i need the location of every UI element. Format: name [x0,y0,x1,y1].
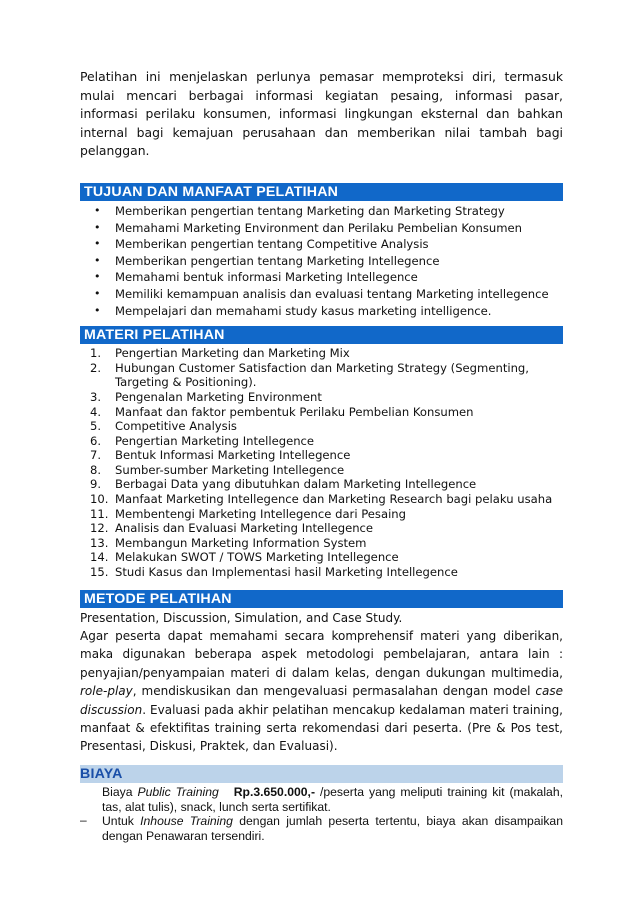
materi-item-number: 1. [90,346,102,361]
section-heading-materi: MATERI PELATIHAN [80,326,563,344]
materi-item [80,550,563,565]
materi-item [80,521,563,536]
section-heading-tujuan: TUJUAN DAN MANFAAT PELATIHAN [80,183,563,201]
materi-item-text: Competitive Analysis [115,419,237,434]
tujuan-item [80,220,563,237]
materi-item-text: Berbagai Data yang dibutuhkan dalam Marketing Intellegence [115,477,477,492]
biaya-text: dengan jumlah peserta tertentu, biaya akan disampaikan dengan Penawaran tersendiri. [102,814,563,844]
metode-body [80,609,563,756]
tujuan-item [80,253,563,270]
materi-item-number: 5. [90,419,102,434]
tujuan-item [80,303,563,320]
materi-item-number: 15. [90,565,109,580]
materi-item-text: Pengertian Marketing dan Marketing Mix [115,346,350,361]
materi-item-number: 14. [90,550,109,565]
materi-item-number: 2. [90,360,102,375]
tujuan-item-text: Memberikan pengertian tentang Marketing Intellegence [115,253,440,268]
biaya-inhouse-training-label: Inhouse Training [140,814,233,829]
materi-item-number: 6. [90,433,102,448]
materi-item-text: Manfaat dan faktor pembentuk Perilaku Pembelian Konsumen [115,404,474,419]
materi-item [80,507,563,522]
materi-item [80,346,563,361]
materi-item-number: 4. [90,404,102,419]
section-heading-biaya: BIAYA [80,765,563,783]
materi-item [80,477,563,492]
materi-item-text: Pengenalan Marketing Environment [115,389,322,404]
materi-list [80,346,563,580]
materi-item-number: 11. [90,506,109,521]
materi-item [80,419,563,434]
bullet-icon: • [94,303,101,317]
dash-marker: – [80,812,87,827]
materi-item-number: 9. [90,477,102,492]
materi-item-number: 10. [90,492,109,507]
biaya-inhouse-training [80,814,563,844]
tujuan-list [80,203,563,319]
metode-text: , mendiskusikan dan mengevaluasi permasalahan dengan model [132,684,536,699]
tujuan-item [80,236,563,253]
materi-item [80,565,563,580]
metode-case-discussion: case discussion [80,684,563,717]
bullet-icon: • [94,237,101,251]
biaya-body [80,785,563,844]
materi-item-text: Membentengi Marketing Intellegence dari Pesaing [115,506,407,521]
materi-item [80,434,563,449]
tujuan-item-text: Memiliki kemampuan analisis dan evaluasi tentang Marketing intellegence [115,286,549,301]
biaya-text: /peserta yang meliputi training kit (makalah, tas, alat tulis), snack, lunch serta sertifikat. [102,784,563,814]
bullet-icon: • [94,253,101,267]
materi-item-number: 12. [90,521,109,536]
materi-item [80,463,563,478]
tujuan-item [80,286,563,303]
tujuan-item [80,203,563,220]
biaya-text: Untuk [102,814,141,829]
materi-item-text: Manfaat Marketing Intellegence dan Marketing Research bagi pelaku usaha [115,492,553,507]
materi-item [80,361,563,390]
materi-item-number: 8. [90,462,102,477]
materi-item-text: Sumber-sumber Marketing Intellegence [115,462,345,477]
materi-item-number: 7. [90,448,102,463]
materi-item [80,448,563,463]
materi-item-text: Melakukan SWOT / TOWS Marketing Intellegence [115,550,399,565]
materi-item-text: Pengertian Marketing Intellegence [115,433,315,448]
metode-role-play: role-play [80,684,133,699]
biaya-price: Rp.3.650.000,- [233,784,315,799]
materi-item-text: Studi Kasus dan Implementasi hasil Marketing Intellegence [115,565,458,580]
materi-item-number: 3. [90,389,102,404]
materi-item [80,492,563,507]
intro-paragraph: Pelatihan ini menjelaskan perlunya pemasar memproteksi diri, termasuk mulai mencari berbagai informasi kegiatan pesaing, informasi pasar, informasi perilaku konsumen, informasi lingkungan eksternal dan bahkan internal bagi kemajuan perusahaan dan memberikan nilai tambah bagi pelanggan. [80,69,563,159]
tujuan-item-text: Memahami bentuk informasi Marketing Intellegence [115,270,418,285]
metode-methods-line: Presentation, Discussion, Simulation, and Case Study. [80,610,403,625]
biaya-public-training-label: Public Training [137,784,219,799]
materi-item-text: Analisis dan Evaluasi Marketing Intellegence [115,521,374,536]
biaya-text: Biaya [102,784,138,799]
metode-text: Agar peserta dapat memahami secara komprehensif materi yang diberikan, maka digunakan beberapa aspek metodologi pembelajaran, antara lain : penyajian/penyampaian materi di dalam kelas, dengan dukungan multimedia, [80,629,563,680]
tujuan-item-text: Mempelajari dan memahami study kasus marketing intelligence. [115,303,492,318]
materi-item [80,536,563,551]
materi-item-number: 13. [90,535,109,550]
materi-item-text: Bentuk Informasi Marketing Intellegence [115,448,351,463]
bullet-icon: • [94,203,101,217]
materi-item-text: Membangun Marketing Information System [115,535,367,550]
tujuan-item [80,269,563,286]
materi-item [80,390,563,405]
tujuan-item-text: Memberikan pengertian tentang Marketing dan Marketing Strategy [115,203,505,218]
bullet-icon: • [94,220,101,234]
materi-item [80,405,563,420]
bullet-icon: • [94,270,101,284]
section-heading-metode: METODE PELATIHAN [80,590,563,608]
document-page [80,68,563,844]
metode-text: . Evaluasi pada akhir pelatihan mencakup kedalaman materi training, manfaat & efektifitas training serta rekomendasi dari peserta. (Pre & Pos test, Presentasi, Diskusi, Praktek, dan Evaluasi). [80,702,563,754]
bullet-icon: • [94,286,101,300]
materi-item-text: Hubungan Customer Satisfaction dan Marketing Strategy (Segmenting, Targeting & Positioning). [115,360,529,390]
tujuan-item-text: Memberikan pengertian tentang Competitive Analysis [115,237,429,252]
tujuan-item-text: Memahami Marketing Environment dan Perilaku Pembelian Konsumen [115,220,522,235]
biaya-public-training [80,785,563,815]
